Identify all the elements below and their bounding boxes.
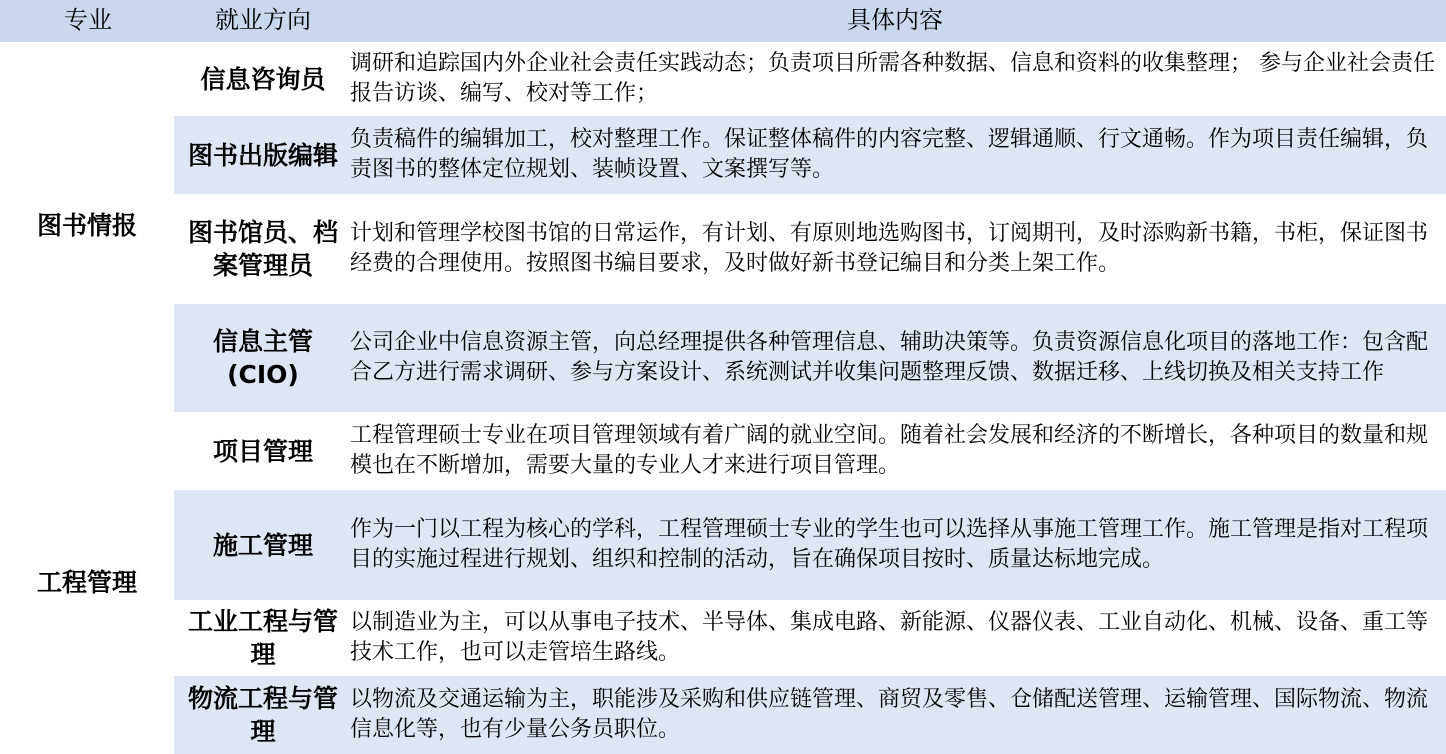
- content-cell: 以物流及交通运输为主，职能涉及采购和供应链管理、商贸及零售、仓储配送管理、运输管理、国际物流、物流信息化等，也有少量公务员职位。: [350, 687, 1429, 742]
- direction-cell: 信息咨询员: [200, 64, 326, 94]
- table-row: [174, 414, 1446, 488]
- content-cell: 计划和管理学校图书馆的日常运作，有计划、有原则地选购图书，订阅期刊，及时添购新书籍，书柜，保证图书经费的合理使用。按照图书编目要求，及时做好新书登记编目和分类上架工作。: [350, 221, 1429, 276]
- direction-cell: 施工管理: [212, 530, 313, 560]
- header-direction: 就业方向: [215, 6, 311, 34]
- content-cell: 作为一门以工程为核心的学科，工程管理硕士专业的学生也可以选择从事施工管理工作。施工管理是指对工程项目的实施过程进行规划、组织和控制的活动，旨在确保项目按时、质量达标地完成。: [350, 517, 1429, 572]
- header-content: 具体内容: [847, 6, 943, 34]
- table-row: [174, 304, 1446, 412]
- content-cell: 以制造业为主，可以从事电子技术、半导体、集成电路、新能源、仪器仪表、工业自动化、机械、设备、重工等技术工作，也可以走管培生路线。: [350, 610, 1429, 665]
- table-row: [174, 116, 1446, 194]
- direction-cell: 图书馆员、档案管理员: [187, 218, 338, 280]
- header-major: 专业: [64, 6, 112, 34]
- direction-cell: 图书出版编辑: [187, 140, 338, 170]
- direction-cell: 物流工程与管理: [187, 684, 338, 746]
- table-header: [0, 0, 1446, 42]
- major-engineering-management: 工程管理: [36, 568, 137, 597]
- table-row: [174, 196, 1446, 302]
- direction-cell: 工业工程与管理: [187, 607, 338, 669]
- content-cell: 公司企业中信息资源主管，向总经理提供各种管理信息、辅助决策等。负责资源信息化项目的落地工作：包含配合乙方进行需求调研、参与方案设计、系统测试并收集问题整理反馈、数据迁移、上线切换及相关支持工作: [350, 330, 1429, 385]
- direction-cell: 信息主管(CIO): [212, 327, 313, 389]
- content-cell: 负责稿件的编辑加工，校对整理工作。保证整体稿件的内容完整、逻辑通顺、行文通畅。作为项目责任编辑，负责图书的整体定位规划、装帧设置、文案撰写等。: [350, 127, 1429, 182]
- table-row: [174, 602, 1446, 674]
- direction-cell: 项目管理: [212, 436, 313, 466]
- content-cell: 工程管理硕士专业在项目管理领域有着广阔的就业空间。随着社会发展和经济的不断增长，各种项目的数量和规模也在不断增加，需要大量的专业人才来进行项目管理。: [350, 423, 1429, 478]
- major-library-info: 图书情报: [36, 211, 137, 240]
- table-row: [174, 490, 1446, 600]
- table-row: [174, 676, 1446, 754]
- table-row: [174, 44, 1446, 114]
- content-cell: 调研和追踪国内外企业社会责任实践动态；负责项目所需各种数据、信息和资料的收集整理； 参与企业社会责任报告访谈、编写、校对等工作；: [350, 51, 1435, 106]
